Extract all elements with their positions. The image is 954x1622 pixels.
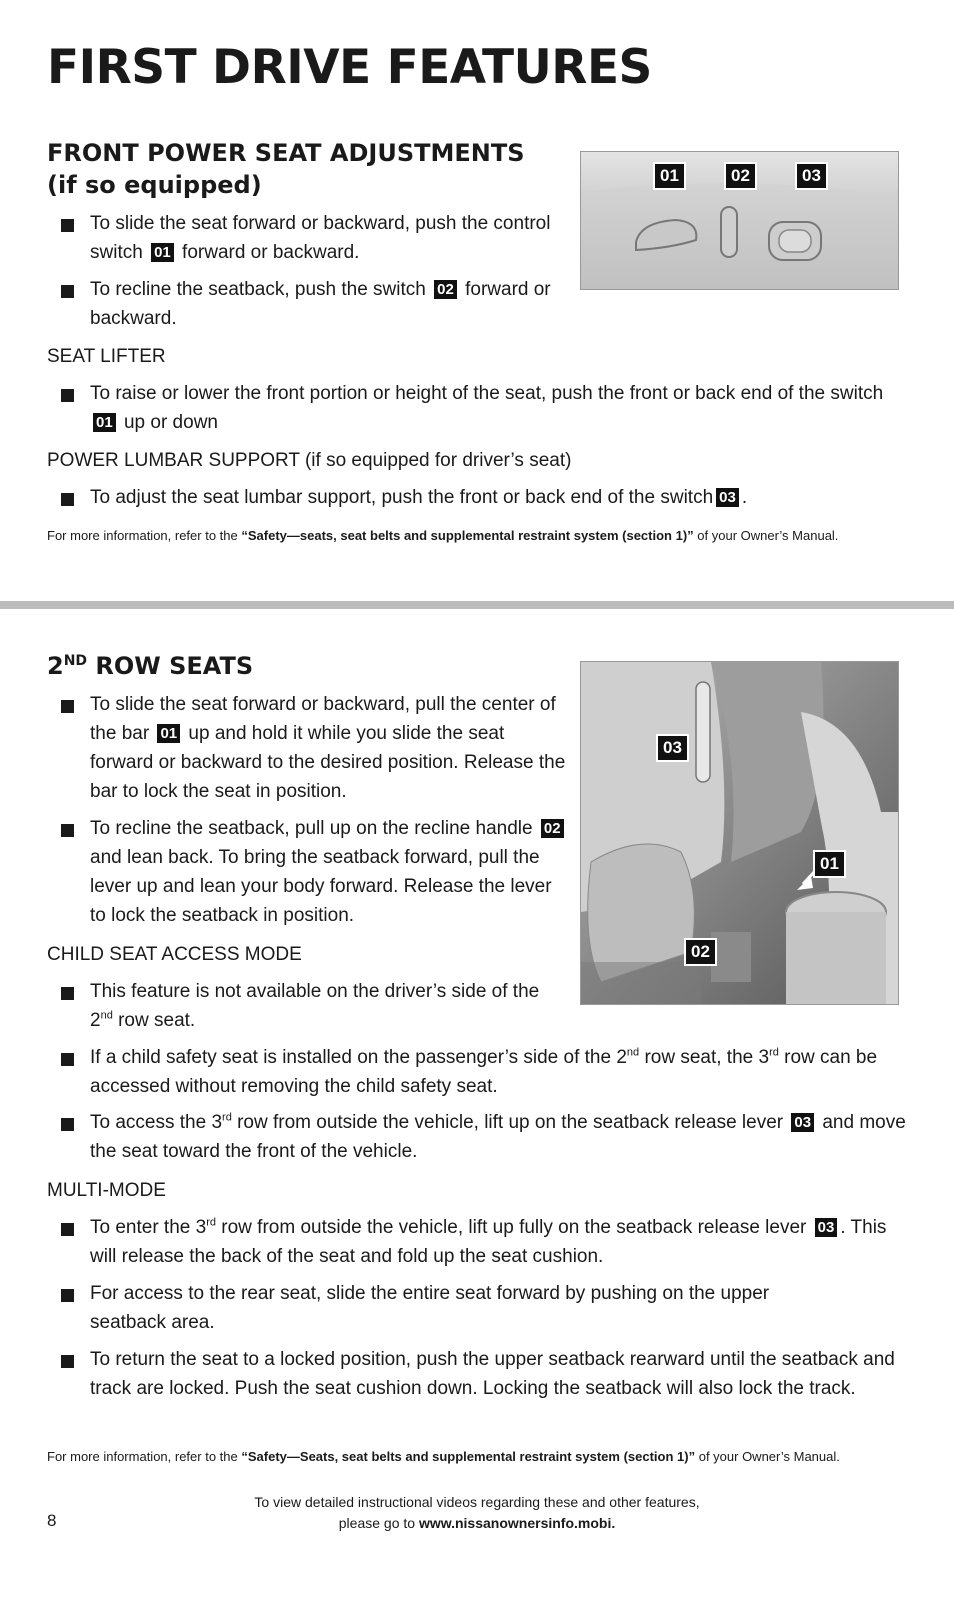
photo-callout-03: 03	[795, 162, 828, 190]
bullet-text: To raise or lower the front portion or height of the seat, push the front or back end of the switch 01 up or down	[90, 383, 884, 433]
section-heading: FRONT POWER SEAT ADJUSTMENTS	[47, 139, 525, 167]
photo-callout-01: 01	[653, 162, 686, 190]
second-row-seat-photo	[580, 661, 899, 1005]
bullet-icon	[61, 1289, 74, 1302]
reference-note: For more information, refer to the “Safety—seats, seat belts and supplemental restraint system (section 1)” of your Owner’s Manual.	[47, 528, 839, 543]
bullet-icon	[61, 389, 74, 402]
callout-badge: 01	[151, 243, 174, 262]
bullet-icon	[61, 1053, 74, 1066]
bullet-text: To access the 3rd row from outside the vehicle, lift up on the seatback release lever 03 and move the seat toward the front of the vehicle.	[90, 1111, 906, 1162]
bullet-text: If a child safety seat is installed on the passenger’s side of the 2nd row seat, the 3rd row can be accessed without removing the child safety seat.	[90, 1046, 878, 1097]
subheading-seat-lifter: SEAT LIFTER	[47, 346, 166, 367]
second-row-seat-illustration	[581, 662, 898, 1004]
section-heading-qualifier: (if so equipped)	[47, 171, 262, 199]
seat-switch-photo	[580, 151, 899, 290]
bullet-text: This feature is not available on the driver’s side of the 2nd row seat.	[90, 981, 540, 1031]
website-link[interactable]: www.nissanownersinfo.mobi.	[418, 1515, 616, 1531]
callout-badge: 03	[791, 1113, 814, 1132]
bullet-icon	[61, 700, 74, 713]
subheading-multi-mode: MULTI-MODE	[47, 1180, 166, 1201]
bullet-text: To adjust the seat lumbar support, push the front or back end of the switch 03 .	[90, 487, 748, 508]
bullet-text: To slide the seat forward or backward, pull the center of the bar 01 up and hold it while you slide the seat forward or backward to the desired position. Release the bar to lock the seat in position.	[90, 694, 566, 802]
photo-callout-02: 02	[724, 162, 757, 190]
bullet-icon	[61, 493, 74, 506]
bullet-icon	[61, 824, 74, 837]
photo-callout-02: 02	[684, 938, 717, 966]
callout-badge: 01	[157, 724, 180, 743]
bullet-text: To slide the seat forward or backward, push the control switch 01 forward or backward.	[90, 213, 551, 263]
bullet-icon	[61, 285, 74, 298]
bullet-icon	[61, 1223, 74, 1236]
section-divider	[0, 601, 954, 609]
bullet-text: To return the seat to a locked position, push the upper seatback rearward until the seatback and track are locked. Push the seat cushion down. Locking the seatback will also lock the track.	[90, 1349, 895, 1399]
bullet-text: For access to the rear seat, slide the entire seat forward by pushing on the upper seatback area.	[90, 1283, 770, 1333]
bullet-icon	[61, 219, 74, 232]
callout-badge: 02	[434, 280, 457, 299]
bullet-icon	[61, 1355, 74, 1368]
subheading-lumbar-support: POWER LUMBAR SUPPORT (if so equipped for driver’s seat)	[47, 450, 572, 471]
page-number: 8	[47, 1511, 57, 1530]
photo-callout-01: 01	[813, 850, 846, 878]
page-title: FIRST DRIVE FEATURES	[47, 40, 652, 95]
callout-badge: 01	[93, 413, 116, 432]
section-front-power-seat	[47, 137, 525, 201]
subheading-child-seat-access: CHILD SEAT ACCESS MODE	[47, 944, 302, 965]
bullet-icon	[61, 1118, 74, 1131]
callout-badge: 03	[815, 1218, 838, 1237]
bullet-text: To recline the seatback, pull up on the recline handle 02 and lean back. To bring the seatback forward, pull the lever up and lean your body forward. Release the lever to lock the seatback in position.	[90, 814, 570, 930]
section-heading: 2ND ROW SEATS	[47, 652, 254, 680]
callout-badge: 02	[541, 819, 564, 838]
footer-note: To view detailed instructional videos regarding these and other features, please go to www.nissanownersinfo.mobi.	[254, 1494, 700, 1531]
callout-badge: 03	[716, 488, 739, 507]
reference-note: For more information, refer to the “Safety—Seats, seat belts and supplemental restraint system (section 1)” of your Owner’s Manual.	[47, 1449, 840, 1464]
bullet-icon	[61, 987, 74, 1000]
photo-callout-03: 03	[656, 734, 689, 762]
bullet-text: To enter the 3rd row from outside the vehicle, lift up fully on the seatback release lever 03 . This will release the back of the seat and fold up the seat cushion.	[90, 1216, 887, 1267]
bullet-text: To recline the seatback, push the switch 02 forward or backward.	[90, 279, 551, 329]
